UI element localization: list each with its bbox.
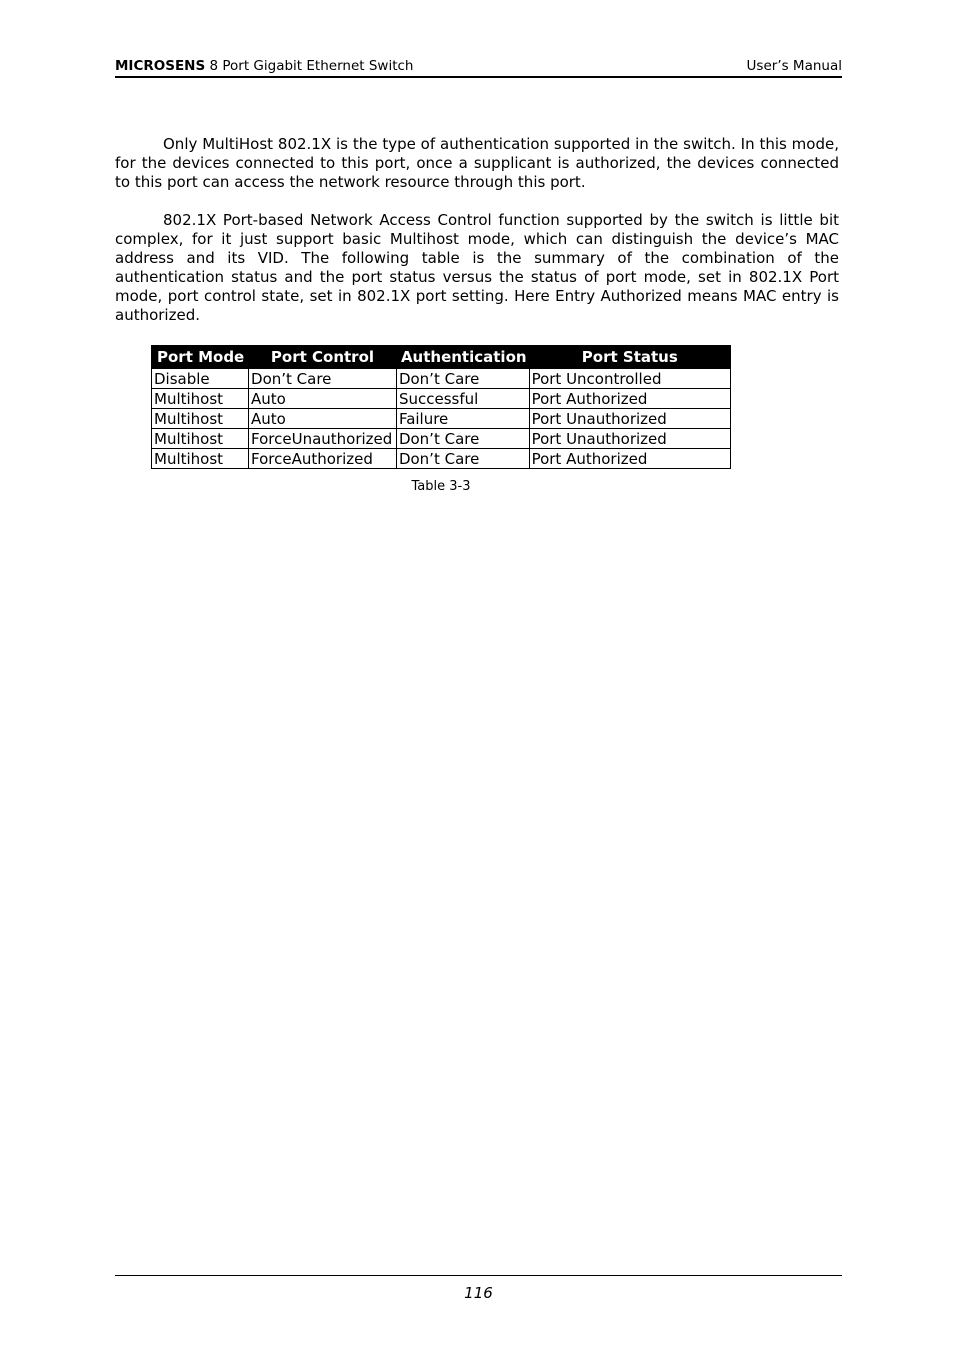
header-authentication: Authentication bbox=[396, 346, 529, 369]
table-cell: Don’t Care bbox=[249, 369, 397, 389]
table-cell: Don’t Care bbox=[396, 369, 529, 389]
table-cell: Successful bbox=[396, 389, 529, 409]
table-cell: Auto bbox=[249, 409, 397, 429]
brand-name: MICROSENS bbox=[115, 58, 206, 74]
page-number: 116 bbox=[464, 1284, 493, 1302]
table-cell: Failure bbox=[396, 409, 529, 429]
paragraph-port-access-control: 802.1X Port-based Network Access Control function supported by the switch is little bit complex, for it just support basic Multihost mode, which can distinguish the device’s MAC address and its VID. The following table is the summary of the combination of the authentication status and the port status versus the status of port mode, set in 802.1X Port mode, port control state, set in 802.1X port setting. Here Entry Authorized means MAC entry is authorized. bbox=[115, 211, 839, 324]
header-port-status: Port Status bbox=[529, 346, 730, 369]
table-cell: Multihost bbox=[152, 429, 249, 449]
page-header bbox=[115, 56, 842, 78]
table-cell: Multihost bbox=[152, 409, 249, 429]
table-cell: Port Unauthorized bbox=[529, 409, 730, 429]
product-name: 8 Port Gigabit Ethernet Switch bbox=[205, 58, 414, 74]
table-cell: ForceUnauthorized bbox=[249, 429, 397, 449]
table-cell: Port Uncontrolled bbox=[529, 369, 730, 389]
table-row bbox=[152, 449, 731, 469]
table-cell: Multihost bbox=[152, 389, 249, 409]
table-row bbox=[152, 389, 731, 409]
paragraph-multihost: Only MultiHost 802.1X is the type of authentication supported in the switch. In this mode, for the devices connected to this port, once a supplicant is authorized, the devices connected to this port can access the network resource through this port. bbox=[115, 135, 839, 191]
table-caption: Table 3-3 bbox=[411, 479, 471, 494]
table-cell: Disable bbox=[152, 369, 249, 389]
table-cell: ForceAuthorized bbox=[249, 449, 397, 469]
authentication-table bbox=[151, 345, 731, 469]
table-cell: Multihost bbox=[152, 449, 249, 469]
table-cell: Port Authorized bbox=[529, 389, 730, 409]
table-cell: Don’t Care bbox=[396, 449, 529, 469]
table-header-row bbox=[152, 346, 731, 369]
manual-title: User’s Manual bbox=[746, 58, 842, 74]
table-cell: Port Authorized bbox=[529, 449, 730, 469]
table-cell: Don’t Care bbox=[396, 429, 529, 449]
header-port-control: Port Control bbox=[249, 346, 397, 369]
header-port-mode: Port Mode bbox=[152, 346, 249, 369]
table-row bbox=[152, 429, 731, 449]
footer-divider bbox=[115, 1275, 842, 1276]
table-row bbox=[152, 409, 731, 429]
table-cell: Port Unauthorized bbox=[529, 429, 730, 449]
table-cell: Auto bbox=[249, 389, 397, 409]
table-row bbox=[152, 369, 731, 389]
